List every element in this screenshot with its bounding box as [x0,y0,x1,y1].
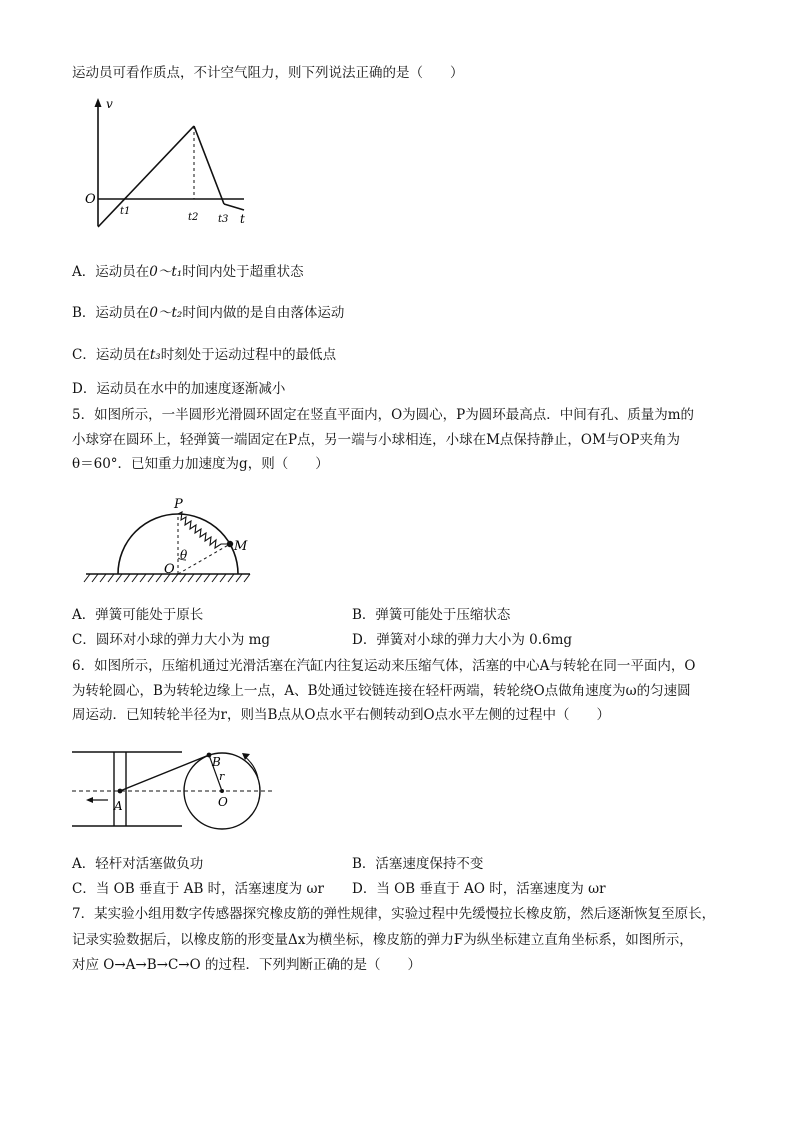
q7-stem-line-3: 对应 O→A→B→C→O 的过程．下列判断正确的是（ ） [72,957,421,973]
v-axis-arrow-icon [95,98,102,107]
q4-option-b[interactable]: B．运动员在0～t₂时间内做的是自由落体运动 [72,305,345,321]
label-b: B [212,755,221,769]
q5-ring-figure [84,492,254,584]
v-line-falling [194,126,224,204]
label-theta: θ [180,548,188,562]
q7-stem-line-1: 7．某实验小组用数字传感器探究橡皮筋的弹性规律，实验过程中先缓慢拉长橡皮筋，然后逐渐恢复至原长， [72,906,716,922]
t-axis-label: t [240,212,245,226]
q4-option-d[interactable]: D．运动员在水中的加速度逐渐减小 [72,381,286,397]
q4-option-a[interactable]: A．运动员在0～t₁时间内处于超重状态 [72,264,304,280]
t3-label: t3 [218,214,229,225]
q6-stem-line-1: 6．如图所示，压缩机通过光滑活塞在汽缸内往复运动来压缩气体，活塞的中心A与转轮在同一平面内，O [72,658,696,674]
hinge-b [207,753,212,758]
q4-vt-graph [84,96,264,236]
q7-stem-line-2: 记录实验数据后，以橡皮筋的形变量Δx为横坐标，橡皮筋的弹力F为纵坐标建立直角坐标系，如图所示， [72,932,693,948]
q5-option-c[interactable]: C．圆环对小球的弹力大小为 mg [72,632,271,648]
label-r: r [219,770,225,783]
hinge-a [118,789,123,794]
q6-option-b[interactable]: B．活塞速度保持不变 [352,856,484,872]
label-a: A [114,799,123,813]
origin-label: O [85,192,96,207]
spring-zigzag [178,512,230,548]
t1-label: t1 [120,206,131,217]
ball-m [227,541,233,547]
label-o: O [218,795,228,809]
q6-compressor-figure [72,742,272,834]
q5-option-a[interactable]: A．弹簧可能处于原长 [72,607,204,623]
label-o: O [164,562,175,577]
v-line-water [224,204,244,210]
q5-option-d[interactable]: D．弹簧对小球的弹力大小为 0.6mg [352,632,573,648]
q6-stem-line-2: 为转轮圆心，B为转轮边缘上一点，A、B处通过铰链连接在轻杆两端，转轮绕O点做角速度为ω的匀速圆 [72,683,691,699]
q5-option-b[interactable]: B．弹簧可能处于压缩状态 [352,607,511,623]
q6-option-c[interactable]: C．当 OB 垂直于 AB 时，活塞速度为 ωr [72,881,324,897]
q6-option-d[interactable]: D．当 OB 垂直于 AO 时，活塞速度为 ωr [352,881,606,897]
q5-stem-line-1: 5．如图所示，一半圆形光滑圆环固定在竖直平面内，O为圆心，P为圆环最高点．中间有孔、质量为m的 [72,407,695,423]
label-p: P [174,497,183,512]
q4-stem-tail: 运动员可看作质点，不计空气阻力，则下列说法正确的是（ ） [72,65,464,81]
t2-label: t2 [188,212,199,223]
center-o [220,789,224,793]
q6-option-a[interactable]: A．轻杆对活塞做负功 [72,856,204,872]
q4-option-c[interactable]: C．运动员在t₃时刻处于运动过程中的最低点 [72,347,337,363]
v-axis-label: v [106,97,113,111]
connecting-rod [120,755,209,791]
v-line-rising [98,126,194,227]
q5-stem-line-3: θ＝60°．已知重力加速度为g，则（ ） [72,456,329,472]
label-m: M [234,539,248,554]
q6-stem-line-3: 周运动．已知转轮半径为r，则当B点从O点水平右侧转动到O点水平左侧的过程中（ ） [72,707,611,723]
q5-stem-line-2: 小球穿在圆环上，轻弹簧一端固定在P点，另一端与小球相连，小球在M点保持静止，OM与OP夹角为 [72,432,680,448]
left-arrow-icon [86,797,93,803]
